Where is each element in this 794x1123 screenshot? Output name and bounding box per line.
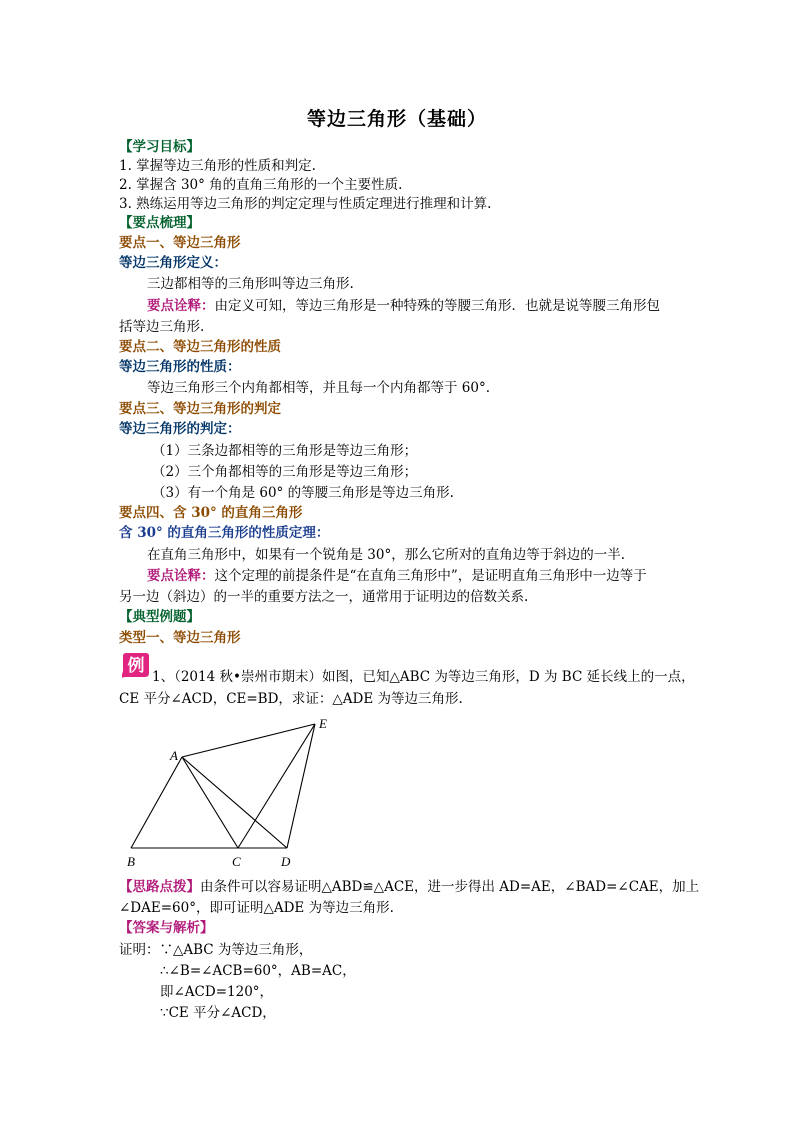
geometry-figure [120,712,350,872]
point3-item: （3）有一个角是 60° 的等腰三角形是等边三角形. [152,485,454,501]
goals-header: 【学习目标】 [119,139,200,155]
answer-label: 【答案与解析】 [119,920,214,936]
point3-item: （1）三条边都相等的三角形是等边三角形； [152,443,418,459]
point1-note-cont: 括等边三角形. [119,319,205,335]
segment-AE [182,724,315,757]
note-text: 这个定理的前提条件是“在直角三角形中”，是证明直角三角形中一边等于 [214,568,647,584]
point3-heading: 要点三、等边三角形的判定 [119,401,281,417]
point-label-A: A [170,748,178,763]
proof-line: ∵CE 平分∠ACD， [160,1005,276,1021]
point2-label: 等边三角形的性质： [119,359,241,375]
point1-note [147,296,660,316]
example-line: CE 平分∠ACD，CE=BD，求证：△ADE 为等边三角形. [119,691,463,707]
point-label-C: C [232,854,241,869]
point3-item: （2）三个角都相等的三角形是等边三角形； [152,464,418,480]
goal-item: 1. 掌握等边三角形的性质和判定. [119,158,316,174]
point4-note-cont: 另一边（斜边）的一半的重要方法之一，通常用于证明边的倍数关系. [119,589,529,605]
segment-DE [287,724,315,848]
segment-CE [238,724,315,848]
example-badge-text: 例 [127,656,145,676]
segment-AC [182,757,238,848]
example-line: 1、（2014 秋•崇州市期末）如图，已知△ABC 为等边三角形，D 为 BC 延长线上的一点， [152,669,695,685]
proof-line: ∴∠B=∠ACB=60°，AB=AC， [160,963,356,979]
point4-heading: 要点四、含 30° 的直角三角形 [119,505,303,521]
point4-note [147,566,647,586]
point1-def-label: 等边三角形定义： [119,255,227,271]
summary-header: 【要点梳理】 [119,215,200,231]
point1-text: 三边都相等的三角形叫等边三角形. [147,276,354,292]
point2-heading: 要点二、等边三角形的性质 [119,339,281,355]
hint-label: 【思路点拨】 [119,879,200,895]
goal-item: 3. 熟练运用等边三角形的判定定理与性质定理进行推理和计算. [119,196,492,212]
proof-line: 即∠ACD=120°， [160,984,274,1000]
note-text: 由定义可知，等边三角形是一种特殊的等腰三角形．也就是说等腰三角形包 [214,298,660,314]
point1-heading: 要点一、等边三角形 [119,235,241,251]
point-label-B: B [127,854,135,869]
proof-line: 证明：∵△ABC 为等边三角形， [119,942,313,958]
point4-label: 含 30° 的直角三角形的性质定理： [119,525,330,541]
example-badge-icon [122,651,150,679]
hint-line-cont: ∠DAE=60°，即可证明△ADE 为等边三角形. [119,900,394,916]
note-label: 要点诠释： [147,298,215,314]
hint-text: 由条件可以容易证明△ABD≌△ACE，进一步得出 AD=AE，∠BAD=∠CAE，加上 [200,879,700,895]
page-title: 等边三角形（基础） [306,108,487,130]
goal-item: 2. 掌握含 30° 角的直角三角形的一个主要性质. [119,177,403,193]
segment-AB [131,757,182,848]
type1-heading: 类型一、等边三角形 [119,630,241,646]
point4-text: 在直角三角形中，如果有一个锐角是 30°，那么它所对的直角边等于斜边的一半. [147,547,626,563]
point-label-E: E [319,716,327,731]
note-label: 要点诠释： [147,568,215,584]
point2-text: 等边三角形三个内角都相等，并且每一个内角都等于 60°. [147,380,491,396]
hint-line [119,877,699,897]
segment-AD [182,757,287,848]
examples-header: 【典型例题】 [119,609,200,625]
point-label-D: D [281,854,291,869]
point3-label: 等边三角形的判定： [119,421,241,437]
